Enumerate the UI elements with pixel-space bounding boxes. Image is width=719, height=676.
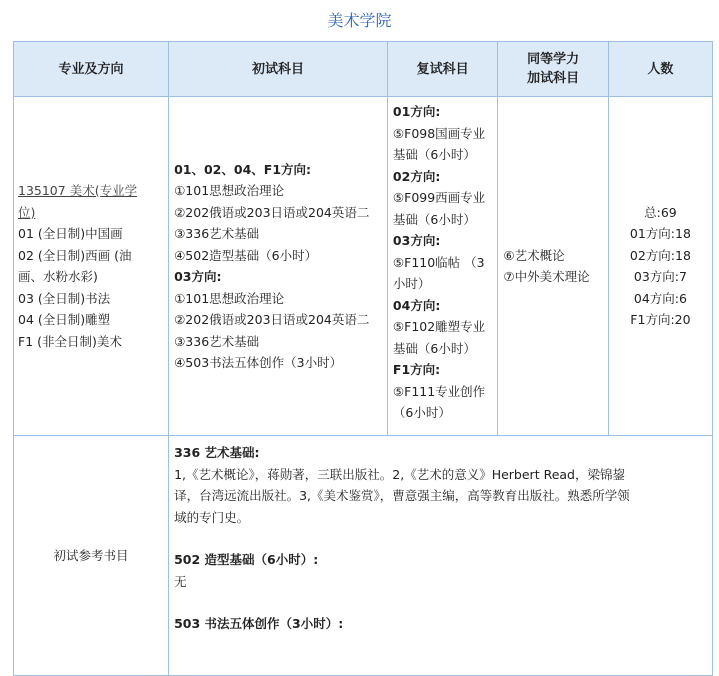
initial-item: ③336艺术基础: [174, 226, 260, 241]
header-retest: 复试科目: [387, 42, 497, 97]
major-direction: 01 (全日制)中国画: [18, 226, 123, 241]
initial-item: ②202俄语或203日语或204英语二: [174, 312, 370, 327]
initial-item: ④502造型基础（6小时）: [174, 247, 318, 263]
count-direction: 04方向:6: [633, 290, 687, 306]
equiv-cell: [498, 97, 608, 436]
count-cell: [608, 97, 712, 436]
retest-direction: 03方向:: [392, 233, 441, 248]
retest-line: ⑤F111专业创作: [392, 383, 486, 399]
initial-cell: [169, 97, 388, 436]
initial-item: ①101思想政治理论: [174, 290, 285, 306]
retest-line: 小时）: [392, 276, 431, 291]
retest-direction: 01方向:: [392, 104, 441, 119]
count-direction: 02方向:18: [629, 247, 691, 263]
major-direction: F1 (非全日制)美术: [18, 333, 122, 349]
retest-line: 基础（6小时）: [392, 211, 476, 227]
header-equiv: [498, 42, 608, 97]
retest-line: 基础（6小时）: [392, 147, 476, 162]
equiv-item: ⑦中外美术理论: [503, 269, 590, 284]
ref-336-line: 译，台湾远流出版社。3,《美术鉴赏》，曹意强主编，高等教育出版社。熟悉所学领: [174, 488, 630, 503]
retest-line: 基础（6小时）: [392, 340, 476, 356]
header-major: 专业及方向: [14, 42, 169, 97]
equiv-item: ⑥艺术概论: [503, 247, 565, 263]
initial-item: ④503书法五体创作（3小时）: [174, 355, 343, 370]
count-direction: 03方向:7: [633, 269, 687, 284]
header-equiv-line1: 同等学力: [527, 52, 580, 67]
major-code-line2[interactable]: 位): [18, 204, 36, 220]
admissions-table: [13, 41, 713, 676]
ref-502-title: 502 造型基础（6小时）:: [174, 552, 319, 567]
retest-line: ⑤F098国画专业: [392, 125, 486, 141]
count-total: 总:69: [644, 204, 677, 220]
page-title: 美术学院: [327, 11, 392, 30]
references-label: 初试参考书目: [14, 436, 169, 676]
retest-line: （6小时）: [392, 405, 451, 420]
ref-336-line: 域的专门史。: [174, 509, 250, 525]
header-count: 人数: [608, 42, 712, 97]
retest-direction: F1方向:: [392, 362, 441, 377]
ref-503-title: 503 书法五体创作（3小时）:: [174, 616, 344, 631]
major-cell: [14, 97, 169, 436]
count-direction: F1方向:20: [630, 312, 691, 327]
major-row: [14, 97, 713, 436]
initial-item: ③336艺术基础: [174, 333, 260, 349]
initial-group2-title: 03方向:: [174, 269, 222, 284]
retest-direction: 04方向:: [392, 297, 441, 313]
ref-502-body: 无: [174, 573, 187, 589]
major-direction: 画、水粉水彩): [18, 269, 98, 284]
retest-line: ⑤F110临帖 （3: [392, 254, 485, 270]
header-initial: 初试科目: [169, 42, 388, 97]
references-cell: [169, 436, 713, 676]
initial-item: ②202俄语或203日语或204英语二: [174, 204, 370, 220]
major-direction: 04 (全日制)雕塑: [18, 312, 111, 327]
retest-line: ⑤F099西画专业: [392, 190, 486, 205]
ref-336-line: 1,《艺术概论》，蒋勋著，三联出版社。2,《艺术的意义》Herbert Read，梁锦鋆: [174, 466, 625, 482]
header-equiv-line2: 加试科目: [527, 71, 580, 86]
retest-cell: [387, 97, 497, 436]
major-direction: 03 (全日制)书法: [18, 290, 111, 306]
retest-line: ⑤F102雕塑专业: [392, 319, 486, 334]
major-direction: 02 (全日制)西画 (油: [18, 247, 132, 263]
references-row: [14, 436, 713, 676]
initial-group1-title: 01、02、04、F1方向:: [174, 161, 312, 177]
retest-direction: 02方向:: [392, 168, 441, 184]
header-row: [14, 42, 713, 97]
major-code-line1[interactable]: 135107 美术(专业学: [18, 183, 138, 198]
ref-336-title: 336 艺术基础:: [174, 445, 260, 460]
initial-item: ①101思想政治理论: [174, 183, 285, 198]
count-direction: 01方向:18: [629, 226, 691, 241]
